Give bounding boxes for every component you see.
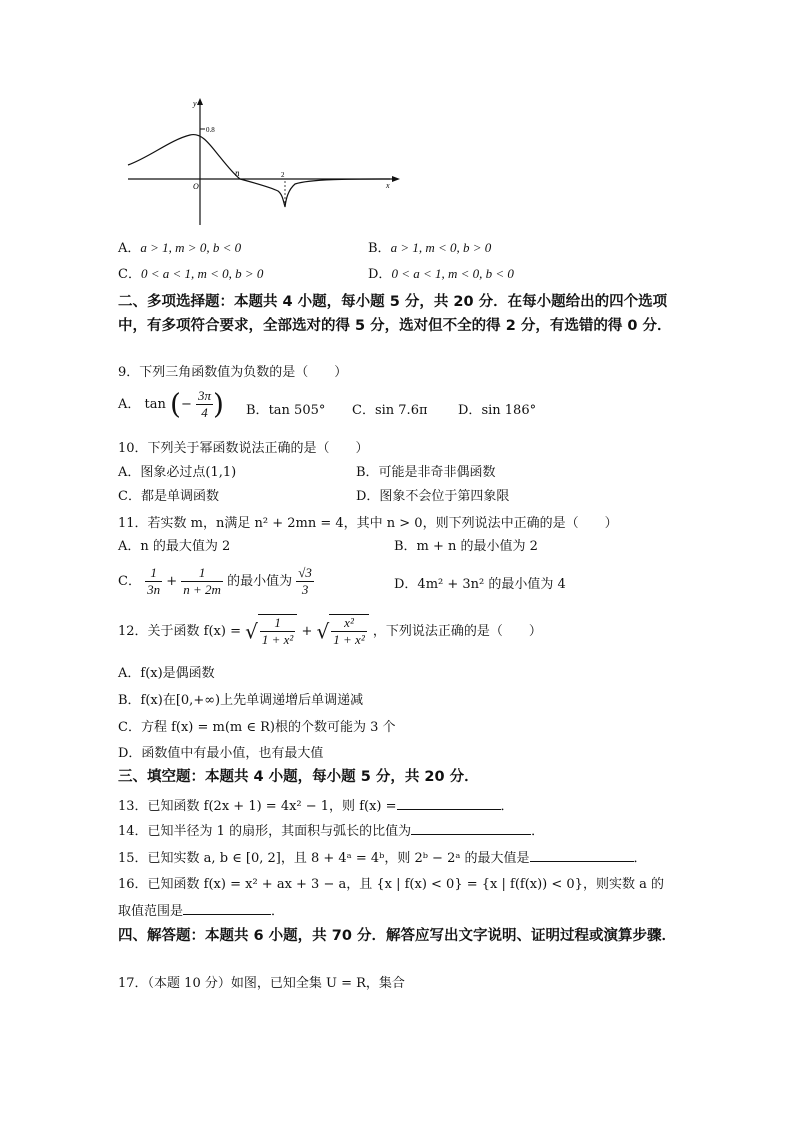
q11-option-c: C． $\frac{1}{3n}$ + $\frac{1}{n + 2m}$ 的最小值为 $\frac{√3}{3}$ — [118, 565, 312, 597]
q12-option-c: C．方程 f(x) = m(m ∈ R)根的个数可能为 3 个 — [118, 720, 396, 735]
q9-option-c: C．sin 7.6π — [352, 403, 428, 418]
q8-option-a: A．a > 1, m > 0, b < 0 — [118, 240, 242, 256]
q12-option-d: D．函数值中有最小值，也有最大值 — [118, 746, 324, 761]
function-graph — [120, 95, 420, 230]
q10-option-c: C．都是单调函数 — [118, 489, 219, 504]
q10-option-b: B．可能是非奇非偶函数 — [356, 465, 496, 480]
q10-stem: 10．下列关于幂函数说法正确的是（ ） — [118, 441, 369, 456]
y-axis-arrow-icon — [197, 98, 203, 105]
origin-label: O — [193, 182, 199, 191]
curve-left — [128, 135, 240, 179]
q8-option-d: D．0 < a < 1, m < 0, b < 0 — [368, 266, 514, 282]
q16-line1: 16．已知函数 f(x) = x² + ax + 3 − a，且 {x | f(x) < 0} = {x | f(f(x)) < 0}，则实数 a 的 — [118, 877, 664, 892]
q10-option-d: D．图象不会位于第四象限 — [356, 489, 510, 504]
q15-answer-blank[interactable] — [530, 848, 634, 862]
section-2-heading: 二、多项选择题：本题共 4 小题，每小题 5 分，共 20 分．在每小题给出的四个选项中，有多项符合要求，全部选对的得 5 分，选对但不全的得 2 分，有选错的得 0 分． — [118, 294, 672, 334]
q16-answer-blank[interactable] — [183, 901, 271, 915]
q14-answer-blank[interactable] — [411, 821, 531, 835]
x-axis-arrow-icon — [392, 176, 400, 182]
q9-option-a: A． tan (− $\frac{3\pi}{4}$ ) — [118, 387, 224, 421]
q8-option-b: B．a > 1, m < 0, b > 0 — [368, 240, 492, 256]
tick-08-label: 0.8 — [206, 126, 215, 134]
q11-option-d: D．4m² + 3n² 的最小值为 4 — [394, 577, 566, 592]
section-4-heading: 四、解答题：本题共 6 小题，共 70 分．解答应写出文字说明、证明过程或演算步骤． — [118, 928, 676, 944]
q16-line2: 取值范围是 ． — [118, 901, 284, 921]
q9-option-d: D．sin 186° — [458, 403, 537, 418]
q12-option-a: A．f(x)是偶函数 — [118, 666, 215, 681]
curve-right — [240, 179, 390, 207]
q12-option-b: B．f(x)在[0,+∞)上先单调递增后单调递减 — [118, 693, 364, 708]
q15: 15．已知实数 a, b ∈ [0, 2]，且 8 + 4ᵃ = 4ᵇ，则 2ᵇ − 2ᵃ 的最大值是 ． — [118, 848, 647, 868]
q8-option-c: C．0 < a < 1, m < 0, b > 0 — [118, 266, 264, 282]
q11-option-b: B．m + n 的最小值为 2 — [394, 539, 538, 554]
q13-answer-blank[interactable] — [397, 796, 501, 810]
y-axis-label: y — [193, 99, 197, 108]
tick-2-label: 2 — [281, 171, 285, 179]
q14: 14．已知半径为 1 的扇形，其面积与弧长的比值为 ． — [118, 821, 544, 841]
q12-stem: 12．关于函数 f(x) = √ $\frac{1}{\text{1 + x²}}$ + √ $\frac{\text{x²}}{\text{1 + x²}}$ ，下列说法正确的是（ ） — [118, 615, 542, 647]
section-3-heading: 三、填空题：本题共 4 小题，每小题 5 分，共 20 分． — [118, 769, 479, 785]
q11-option-a: A．n 的最大值为 2 — [118, 539, 231, 554]
n-label: n — [235, 168, 240, 178]
q9-stem: 9．下列三角函数值为负数的是（ ） — [118, 365, 348, 380]
q13: 13．已知函数 f(2x + 1) = 4x² − 1，则 f(x) = ． — [118, 796, 514, 816]
q17-stem: 17．（本题 10 分）如图，已知全集 U = R，集合 — [118, 976, 405, 991]
q11-stem: 11．若实数 m，n满足 n² + 2mn = 4，其中 n > 0，则下列说法中正确的是（ ） — [118, 516, 618, 531]
q10-option-a: A．图象必过点(1,1) — [118, 465, 237, 480]
q9-option-b: B．tan 505° — [246, 403, 326, 418]
x-axis-label: x — [386, 181, 390, 190]
